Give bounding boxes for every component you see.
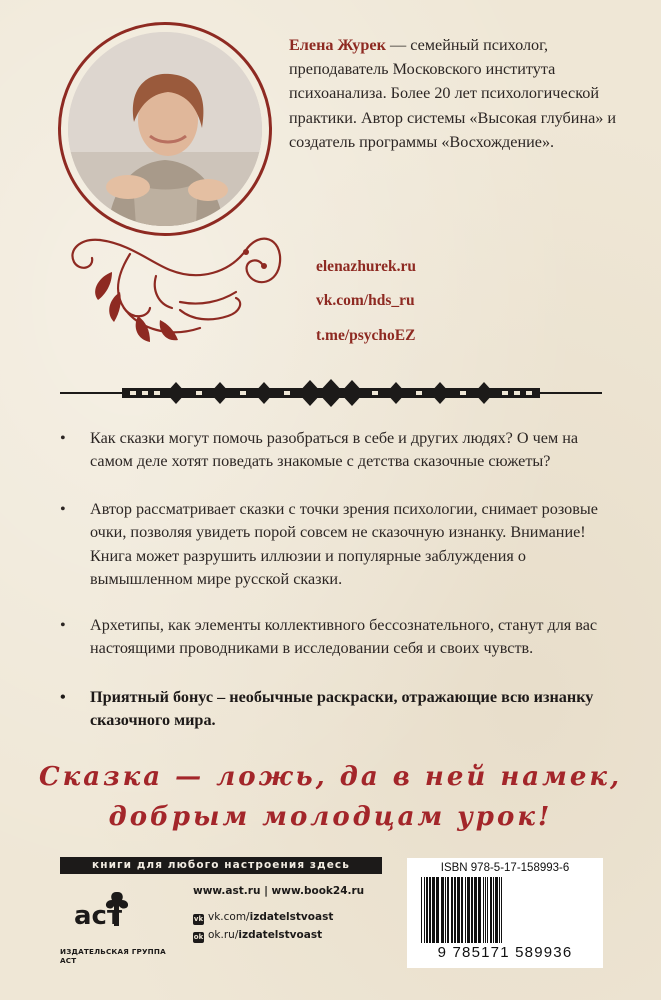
- barcode: [419, 877, 593, 943]
- author-website-link[interactable]: elenazhurek.ru: [316, 258, 417, 275]
- list-item: • Как сказки могут помочь разобраться в себе и других людях? О чем на самом деле хотят поведать знакомые с детства сказочные сюжеты?: [60, 429, 579, 471]
- barcode-bar: [499, 877, 500, 943]
- publisher-tagline: книги для любого настроения здесь: [92, 859, 350, 871]
- ast-logo-text: аст: [74, 901, 123, 931]
- barcode-bar: [483, 877, 484, 943]
- barcode-digits: 9 785171 589936: [437, 944, 573, 961]
- barcode-bar: [432, 877, 435, 943]
- barcode-bar: [421, 877, 422, 943]
- vk-icon: vk: [193, 915, 204, 923]
- ast-logo: [72, 886, 128, 940]
- isbn-text: ISBN 978-5-17-158993-6: [440, 862, 570, 874]
- bullet-dot: •: [60, 429, 66, 447]
- barcode-bar: [436, 877, 439, 943]
- publisher-websites[interactable]: www.ast.ru | www.book24.ru: [193, 885, 365, 897]
- decorative-divider: [60, 378, 602, 408]
- publisher-ok[interactable]: ok ok.ru/izdatelstvoast: [193, 929, 323, 941]
- barcode-bar: [485, 877, 486, 943]
- bullet-dot: •: [60, 500, 66, 518]
- barcode-bar: [487, 877, 488, 943]
- floral-ornament: [60, 210, 300, 360]
- barcode-bar: [424, 877, 425, 943]
- slogan-line-2: добрым молодцам урок!: [108, 802, 553, 832]
- barcode-bar: [465, 877, 466, 943]
- bullet-dot: •: [60, 616, 66, 634]
- list-item-bonus: • Приятный бонус – необычные раскраски, отражающие всю изнанку сказочного мира.: [60, 688, 594, 730]
- publisher-group-name: ИЗДАТЕЛЬСКАЯ ГРУППА АСТ: [60, 947, 166, 965]
- barcode-bar: [467, 877, 470, 943]
- author-telegram-link[interactable]: t.me/psychoEZ: [316, 327, 416, 344]
- author-bio: [289, 33, 619, 154]
- author-name: Елена Журек: [289, 36, 386, 54]
- author-bio-text: — семейный психолог, преподаватель Московского института психоанализа. Более 20 лет психологической практики. Автор системы «Высокая глубина» и создатель программы «Восхождение».: [289, 36, 617, 151]
- list-item: • Автор рассматривает сказки с точки зрения психологии, снимает розовые очки, позволяя увидеть порой совсем не сказочную изнанку. Внимание! Книга может разрушить иллюзии и популярные заблуждения о вымышленном мире русской сказки.: [60, 500, 598, 588]
- barcode-bar: [454, 877, 456, 943]
- barcode-bar: [490, 877, 492, 943]
- author-vk-link[interactable]: vk.com/hds_ru: [316, 292, 415, 309]
- barcode-bar: [447, 877, 449, 943]
- barcode-bar: [474, 877, 477, 943]
- list-item: • Архетипы, как элементы коллективного бессознательного, станут для вас настоящими проводниками в исследовании себя и своих чувств.: [60, 616, 598, 658]
- barcode-bar: [457, 877, 460, 943]
- barcode-bar: [429, 877, 431, 943]
- slogan-line-1: Сказка — ложь, да в ней намек,: [38, 762, 623, 792]
- barcode-bar: [445, 877, 446, 943]
- barcode-bar: [493, 877, 494, 943]
- barcode-bar: [461, 877, 463, 943]
- barcode-bar: [501, 877, 502, 943]
- barcode-bar: [471, 877, 473, 943]
- barcode-bar: [441, 877, 444, 943]
- barcode-bar: [426, 877, 428, 943]
- publisher-vk[interactable]: vk vk.com/izdatelstvoast: [193, 911, 334, 923]
- barcode-bar: [451, 877, 453, 943]
- bullet-dot: •: [60, 688, 66, 706]
- ok-icon: ok: [193, 933, 204, 941]
- barcode-bar: [478, 877, 481, 943]
- portrait-frame: [58, 22, 272, 236]
- barcode-bar: [495, 877, 498, 943]
